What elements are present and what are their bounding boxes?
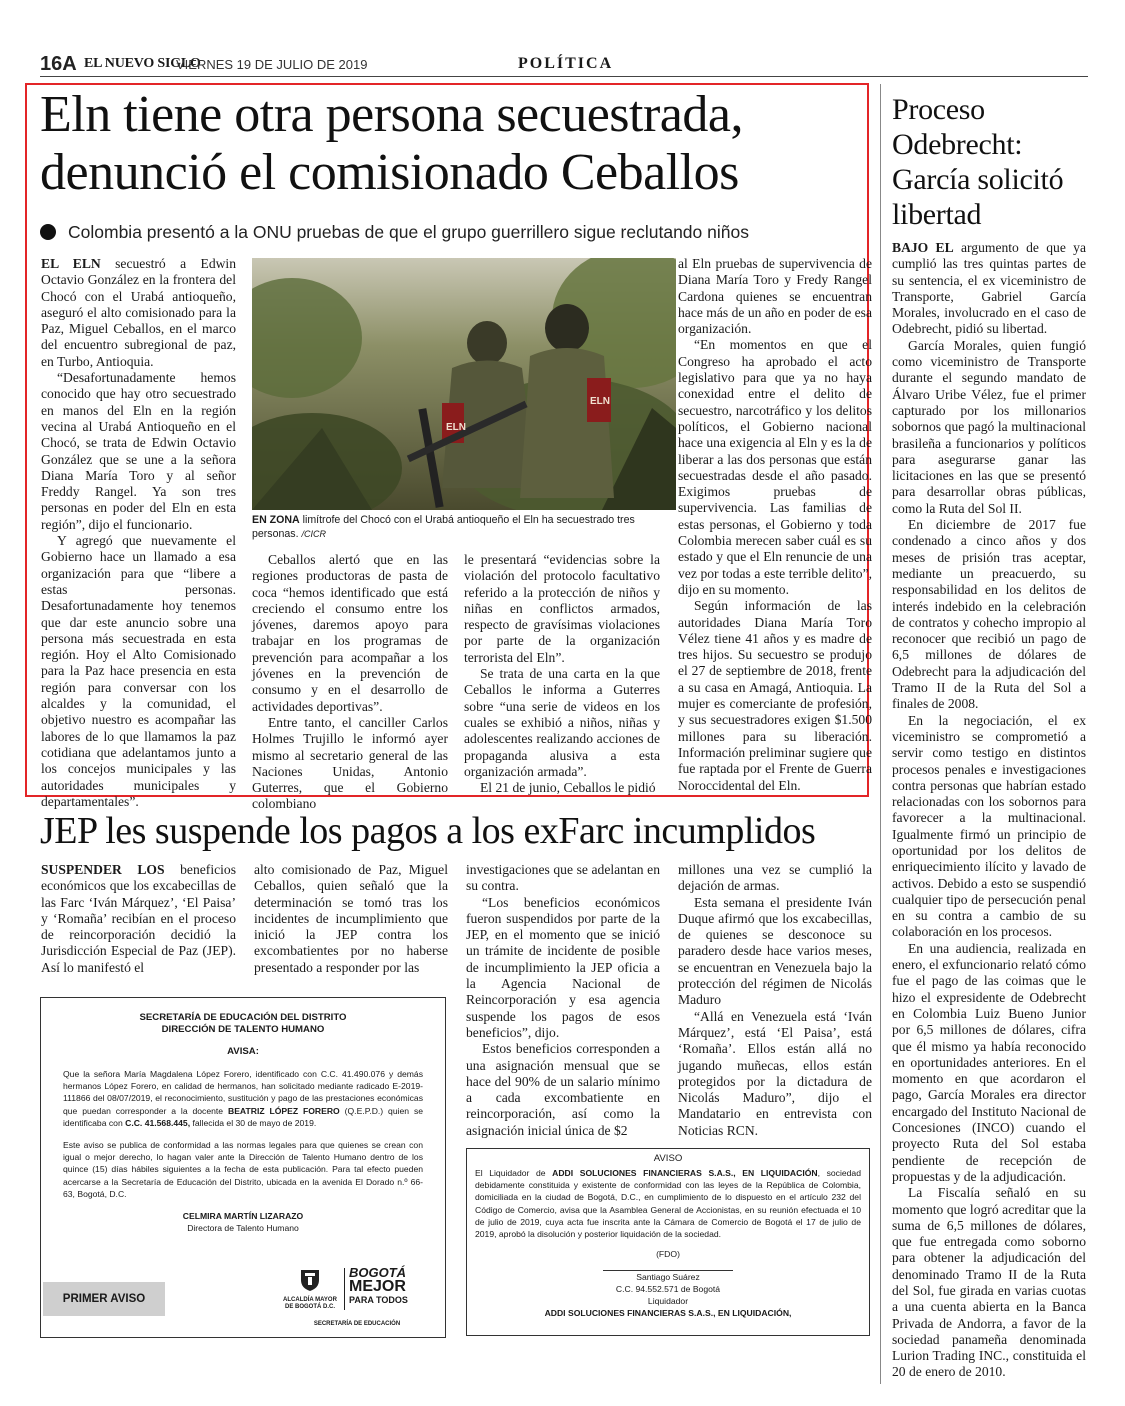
photo-caption xyxy=(252,514,672,541)
notice-body xyxy=(475,1167,861,1240)
main-headline xyxy=(40,86,870,202)
coat-of-arms-icon xyxy=(299,1268,321,1292)
armband-text: ELN xyxy=(446,422,466,433)
main-subheadline-text: Colombia presentó a la ONU pruebas de que el grupo guerrillero sigue reclutando niños xyxy=(68,222,749,242)
jep-column-3 xyxy=(466,862,660,1139)
sidebar-headline: Proceso Odebrecht: García solicitó libertad xyxy=(892,93,1064,231)
first-notice-label: PRIMER AVISO xyxy=(43,1282,165,1316)
paragraph: millones una vez se cumplió la dejación de armas. xyxy=(678,862,872,894)
paragraph: Y agregó que nuevamente el Gobierno hace un llamado a esa organización para que “libere a estas personas. Desafortunadamente hoy tenemos que dar este anuncio sobre una persona más secuestrada en esta región. Hoy el Alto Comisionado para la Paz hace presencia en esta región para conversar con los alcaldes y la comunidad, el objetivo nuestro es acompañar las labores de lo que llamamos la paz cotidiana que adelantamos junto a los concejos municipales y las autoridades municipales y departamentales”. xyxy=(41,533,236,809)
bullet-icon xyxy=(40,224,56,240)
bogota-mejor-logo xyxy=(349,1266,433,1305)
paragraph: al Eln pruebas de supervivencia de Diana María Toro y Fredy Rangel Cardona quienes se encuentran hace más de un año en poder de esa organización. xyxy=(678,256,873,337)
paragraph: beneficios económicos que los excabecillas de las Farc ‘Iván Márquez’, ‘El Paisa’ y ‘Romaña’ recibían en el proceso de reincorporación decidió la Jurisdicción Especial de Paz (JEP). Así lo manifestó el xyxy=(41,862,236,975)
notice-text: Que la señora María Magdalena López Forero, identificado con C.C. 41.490.076 y demás hermanos López Forero, en calidad de hermanos, han solicitado mediante radicado E-2019-111866 del 08/07/2019, el reconocimiento, sustitución y pago de las prestaciones económicas que puedan corresponder a la docente xyxy=(63,1069,423,1116)
lead-words: EL ELN xyxy=(41,256,101,271)
paragraph: Estos beneficios corresponden a una asignación mensual que se hace del 90% de un salario mínimo a cada excombatiente en reincorporación, así como la asignación inicial única de $2 xyxy=(466,1041,660,1138)
education-notice xyxy=(40,997,446,1338)
header-rule xyxy=(40,76,1088,77)
paragraph: secuestró a Edwin Octavio González en la frontera del Chocó con el Urabá antioqueño, aseguró el alto comisionado para la Paz, Miguel Ceballos, en el marco del encuentro subregional de paz, en Turbo, Antioquia. xyxy=(41,256,237,369)
jep-headline: JEP les suspende los pagos a los exFarc incumplidos xyxy=(40,810,816,852)
paragraph: García Morales, quien fungió como viceministro de Transporte durante el segundo mandato de Álvaro Uribe Vélez, fue el primer capturado por los millonarios sobornos que pagó la multinacional brasileña a funcionarios y políticos para asegurarse ganar las licitaciones en las que se presentó para desarrollar obras públicas, como la Ruta del Sol II. xyxy=(892,337,1086,516)
logo-text: PARA TODOS xyxy=(349,1295,408,1305)
paragraph: Entre tanto, el canciller Carlos Holmes Trujillo le informó ayer mismo al secretario general de las Naciones Unidas, Antonio Guterres, que el Gobierno colombiano xyxy=(252,714,448,812)
caption-text: limítrofe del Chocó con el Urabá antioqueño el Eln ha secuestrado tres personas. xyxy=(252,514,635,540)
paragraph: Se trata de una carta en la que Ceballos le informa a Guterres sobre “una serie de videos en los cuales se exhibió a niños, niñas y adolescentes realizando acciones de propaganda alusiva a esta organización armada”. xyxy=(464,666,660,779)
notice-text: (Q.E.P.D.) quien se identificaba con xyxy=(63,1105,424,1128)
lead-words: SUSPENDER LOS xyxy=(41,862,165,877)
notice-title: SECRETARÍA DE EDUCACIÓN DEL DISTRITO xyxy=(139,1012,347,1023)
main-headline-line2: denunció el comisionado Ceballos xyxy=(40,144,739,201)
notice-signer-title: Directora de Talento Humano xyxy=(187,1223,299,1234)
notice-text: , sociedad debidamente constituida y existente de conformidad con las leyes de la República de Colombia, domiciliada en la ciudad de Bogotá, D.C., en cumplimiento de lo dispuesto en el artículo 232 del Código de Comercio, avisa que la Asamblea General de Accionistas, en su reunión efectuada el 10 de julio de 2019, cuya acta fue inscrita ante la Cámara de Comercio de Bogotá el 17 de julio de 2019, aprobó la disolución y posterior liquidación de la sociedad. xyxy=(475,1168,861,1240)
paragraph: La Fiscalía señaló en su momento que logró acreditar que la suma de 6,5 millones de dólares, que fue entregada como soborno para obtener la adjudicación del denominado Tramo II de la Ruta del Sol, fue girada en varias cuotas a una cuenta abierta en la Banca Privada de Andorra, a favor de la sociedad panameña denominada Lurion Trading INC., constituida el 20 de enero de 2010. xyxy=(892,1185,1086,1380)
paragraph: investigaciones que se adelantan en su contra. xyxy=(466,862,660,894)
paragraph: En la negociación, el ex viceministro se comprometió a servir como testigo en distintos procesos penales e investigaciones contra personas que habrían estado relacionadas con los sobornos para favorecer a la multinacional. Igualmente firmó un principio de oportunidad por los delitos de enriquecimiento ilícito y lavado de activos. Debido a esto se suspendió cualquier tipo de persecución penal en su contra a cambio de su colaboración en los procesos. xyxy=(892,712,1086,940)
notice-body-2: Este aviso se publica de conformidad a las normas legales para que quienes se crean con igual o mejor derecho, lo hagan valer ante la Dirección de Talento Humano dentro de los quince (15) días hábiles siguientes a la fecha de esta publicación. Para tal efecto pueden acercarse a la Secretaría de Educación del Distrito, ubicada en la avenida El Dorado n.º 66-63, Bogotá, D.C. xyxy=(63,1140,423,1199)
paragraph: “Desafortunadamente hemos conocido que hay otro secuestrado en manos del Eln en la región vecina al Urabá Antioqueño en el Chocó, se trata de Edwin Octavio González que se une a la señora Diana María Toro y al señor Freddy Rangel. Ya son tres personas en poder del Eln en esta región”, dijo el funcionario. xyxy=(41,370,236,532)
page-number: 16A xyxy=(40,53,77,75)
guerrilla-photo xyxy=(252,258,676,510)
main-column-2 xyxy=(252,552,448,813)
paragraph: Esta semana el presidente Iván Duque afirmó que los excabecillas, de quienes se desconoce su paradero desde hace varios meses, se encuentran en Venezuela bajo la protección del régimen de Nicolás Maduro xyxy=(678,894,872,1008)
notice-name: BEATRIZ LÓPEZ FORERO xyxy=(227,1105,340,1116)
notice-body-1 xyxy=(63,1068,423,1129)
notice-avisa: AVISA: xyxy=(227,1046,259,1057)
notice-id: C.C. 41.568.445, xyxy=(125,1117,191,1128)
paragraph: En diciembre de 2017 fue condenado a cinco años y dos meses de prisión tras aceptar, mediante un preacuerdo, su responsabilidad en los delitos de interés indebido en la celebración de contratos y cohecho impropio al reconocer que recibió un pago de 6,5 millones de dólares de Odebrecht para la adjudicación del Tramo II de la Ruta del Sol a finales de 2008. xyxy=(892,517,1086,712)
photo-credit: /CICR xyxy=(301,528,326,539)
paragraph: Según información de las autoridades Diana María Toro Vélez tiene 41 años y es madre de tres hijos. Su secuestro se produjo el 27 de septiembre de 2018, frente a su casa en Amagá, Antioquia. La mujer es comerciante de profesión, y sus secuestradores exigen $1.500 millones para su liberación. Información preliminar sugiere que fue raptada por el Frente de Guerra Noroccidental del Eln. xyxy=(678,598,872,793)
notice-signer: CELMIRA MARTÍN LIZARAZO xyxy=(182,1211,304,1222)
paragraph: El 21 de junio, Ceballos le pidió xyxy=(480,780,656,796)
main-column-3 xyxy=(464,552,660,796)
jep-column-4 xyxy=(678,862,872,1139)
issue-date: VIERNES 19 DE JULIO DE 2019 xyxy=(176,57,368,72)
main-subheadline xyxy=(40,222,870,243)
paragraph: “En momentos en que el Congreso ha aprobado el acto legislativo para que ya no haya conexidad entre el delito de secuestro, narcotráfico y los delitos políticos, el Gobierno nacional hace una exigencia al Eln y es la de liberar a las dos personas que están secuestradas desde el año pasado. Exigimos pruebas de supervivencia. Las familias de estas personas, el Gobierno y toda Colombia merecen saber cuál es su estado y que el Eln renuncie de una vez por todas a este terrible delito”, dijo en su momento. xyxy=(678,337,872,597)
lead-words: BAJO EL xyxy=(892,240,954,255)
armband-text: ELN xyxy=(590,396,610,407)
jep-column-2 xyxy=(254,862,448,976)
main-column-4 xyxy=(678,256,872,794)
notice-subtitle: DIRECCIÓN DE TALENTO HUMANO xyxy=(161,1024,325,1035)
section-title: POLÍTICA xyxy=(518,55,614,72)
masthead: EL NUEVO SIGLO xyxy=(84,56,201,71)
paragraph: le presentará “evidencias sobre la violación del protocolo facultativo referido a la protección de niños y niñas en conflictos armados, respecto de gravísimas violaciones por parte de la organización terrorista del Eln”. xyxy=(464,552,660,665)
notice-fdo: (FDO) xyxy=(656,1249,680,1260)
alcaldia-text: DE BOGOTÁ D.C. xyxy=(284,1304,335,1310)
caption-lead: EN ZONA xyxy=(252,514,300,526)
paragraph: argumento de que ya cumplió las tres quintas partes de su sentencia, el ex viceministro de Transporte, Gabriel García Morales, involucrado en el caso de Odebrecht, pidió su libertad. xyxy=(892,240,1086,337)
paragraph: “Los beneficios económicos fueron suspendidos por parte de la JEP, en el momento que se inició un trámite de incidente de posible de incumplimiento la JEP oficia a la Agencia Nacional de Reincorporación y esa agencia suspende los pagos de esos beneficios”, dijo. xyxy=(466,894,660,1040)
addi-notice xyxy=(466,1148,870,1336)
jep-column-1 xyxy=(41,862,236,976)
notice-signer: Santiago Suárez xyxy=(636,1272,700,1283)
alcaldia-logo xyxy=(277,1268,343,1311)
paragraph: alto comisionado de Paz, Miguel Ceballos, quien señaló que la determinación se tomó tras los incidentes de incumplimiento que inició la JEP contra los excombatientes por no haberse presentado a responder por las xyxy=(254,862,448,975)
notice-text: El Liquidador de xyxy=(475,1168,546,1178)
notice-text: fallecida el 30 de mayo de 2019. xyxy=(192,1117,317,1128)
column-divider xyxy=(880,84,881,1384)
notice-company-footer: ADDI SOLUCIONES FINANCIERAS S.A.S., EN LIQUIDACIÓN, xyxy=(544,1308,792,1319)
paragraph: En una audiencia, realizada en enero, el exfuncionario relató cómo fue el pago de las coimas que le hizo el expresidente de Odebrecht en Colombia Luiz Bueno Junior por 6,5 millones de dólares, cifra que él mismo ya había reconocido en oportunidades anteriores. En el momento en que acordaron el pago, García Morales era director encargado del Instituto Nacional de Concesiones (INCO) cuando el proyecto Ruta del Sol estaba pendiente de recepción de propuestas y de la adjudicación. xyxy=(892,940,1086,1184)
logo-text: MEJOR xyxy=(349,1278,406,1295)
main-headline-line1: Eln tiene otra persona secuestrada, xyxy=(40,86,743,143)
sidebar-column xyxy=(892,240,1086,1381)
paragraph: “Allá en Venezuela está ‘Iván Márquez’, está ‘El Paisa’, está ‘Romaña’. Ellos están allá no jugando muñecas, ellos están protegidos por la dictadura de Nicolás Maduro”, dijo el Mandatario en entrevista con Noticias RCN. xyxy=(678,1008,872,1138)
main-column-1 xyxy=(41,256,236,810)
notice-signer-id: C.C. 94.552.571 de Bogotá xyxy=(615,1284,721,1295)
notice-title: AVISO xyxy=(653,1153,683,1164)
alcaldia-text: ALCALDÍA MAYOR xyxy=(283,1297,337,1303)
logo-divider xyxy=(344,1268,345,1310)
article-photo xyxy=(252,258,676,510)
notice-signer-role: Liquidador xyxy=(647,1296,689,1307)
secretaria-text: SECRETARÍA DE EDUCACIÓN xyxy=(313,1321,401,1327)
company-name: ADDI SOLUCIONES FINANCIERAS S.A.S., EN LIQUIDACIÓN xyxy=(552,1168,818,1178)
paragraph: Ceballos alertó que en las regiones productoras de pasta de coca “hemos identificado que está creciendo el consumo entre los jóvenes, daremos apoyo para trabajar en los programas de prevención para acompañar a los jóvenes en la prevención de consumo y en el desarrollo de actividades deportivas”. xyxy=(252,552,448,714)
logo-text: BOGOTÁ xyxy=(349,1265,407,1280)
